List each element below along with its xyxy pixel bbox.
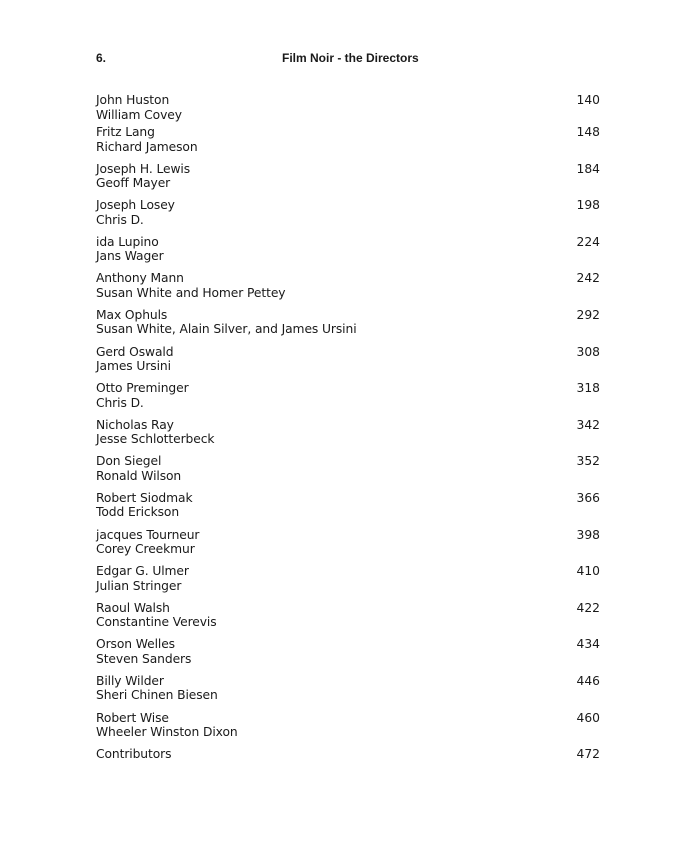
page-ref: 398	[576, 527, 600, 542]
chapter-author: William Covey	[96, 107, 182, 122]
page-ref: 242	[576, 271, 600, 286]
page-ref: 352	[576, 454, 600, 469]
chapter-author: Sheri Chinen Biesen	[96, 688, 218, 703]
director-name: Anthony Mann	[96, 271, 184, 286]
chapter-author: Chris D.	[96, 212, 144, 227]
page-ref: 446	[576, 673, 600, 688]
page-ref: 308	[576, 344, 600, 359]
toc-entry[interactable]	[96, 564, 600, 601]
page-ref: 292	[576, 307, 600, 322]
chapter-author: Julian Stringer	[96, 578, 182, 593]
page-number: 6.	[96, 51, 107, 65]
chapter-author: Jesse Schlotterbeck	[96, 432, 215, 447]
director-name: Orson Welles	[96, 637, 175, 652]
director-name: Raoul Walsh	[96, 600, 170, 615]
table-of-contents	[96, 93, 600, 784]
director-name: ida Lupino	[96, 234, 159, 249]
toc-entry[interactable]	[96, 491, 600, 528]
toc-entry[interactable]	[96, 711, 600, 748]
director-name: Joseph H. Lewis	[96, 161, 191, 176]
chapter-author: James Ursini	[96, 359, 171, 374]
toc-entry[interactable]	[96, 601, 600, 638]
toc-entry[interactable]	[96, 235, 600, 272]
director-name: Gerd Oswald	[96, 344, 174, 359]
chapter-author: Richard Jameson	[96, 139, 198, 154]
chapter-author: Susan White, Alain Silver, and James Ursini	[96, 322, 357, 337]
toc-entry[interactable]	[96, 93, 600, 125]
director-name: Otto Preminger	[96, 381, 189, 396]
toc-entry[interactable]	[96, 637, 600, 674]
director-name: John Huston	[96, 93, 170, 107]
director-name: Robert Wise	[96, 710, 169, 725]
director-name: jacques Tourneur	[96, 527, 200, 542]
page-ref: 140	[576, 93, 600, 107]
chapter-author: Susan White and Homer Pettey	[96, 285, 286, 300]
director-name: Billy Wilder	[96, 673, 164, 688]
director-name: Edgar G. Ulmer	[96, 564, 189, 579]
page-ref: 410	[576, 564, 600, 579]
toc-entry[interactable]	[96, 308, 600, 345]
chapter-author: Corey Creekmur	[96, 542, 195, 557]
page-ref: 148	[576, 125, 600, 139]
director-name: Don Siegel	[96, 454, 162, 469]
page-ref: 434	[576, 637, 600, 652]
director-name: Joseph Losey	[96, 198, 175, 213]
toc-entry-contributors[interactable]	[96, 747, 600, 784]
page-ref: 422	[576, 600, 600, 615]
director-name: Robert Siodmak	[96, 490, 193, 505]
page-ref: 224	[576, 234, 600, 249]
chapter-author: Constantine Verevis	[96, 615, 217, 630]
page-ref: 318	[576, 381, 600, 396]
toc-entry[interactable]	[96, 454, 600, 491]
chapter-author: Ronald Wilson	[96, 468, 182, 483]
toc-entry[interactable]	[96, 271, 600, 308]
toc-entry[interactable]	[96, 528, 600, 565]
page-ref: 184	[576, 161, 600, 176]
toc-entry[interactable]	[96, 198, 600, 235]
page-ref: 472	[576, 747, 600, 762]
page-header	[96, 51, 596, 67]
page-ref: 460	[576, 710, 600, 725]
chapter-author: Steven Sanders	[96, 651, 192, 666]
chapter-author: Todd Erickson	[96, 505, 180, 520]
toc-entry[interactable]	[96, 418, 600, 455]
toc-entry[interactable]	[96, 674, 600, 711]
contributors-label: Contributors	[96, 747, 172, 762]
director-name: Fritz Lang	[96, 125, 155, 139]
page-ref: 366	[576, 490, 600, 505]
chapter-author: Wheeler Winston Dixon	[96, 725, 238, 739]
director-name: Max Ophuls	[96, 307, 168, 322]
toc-entry[interactable]	[96, 381, 600, 418]
toc-entry[interactable]	[96, 345, 600, 382]
director-name: Nicholas Ray	[96, 417, 174, 432]
page-ref: 342	[576, 417, 600, 432]
page-ref: 198	[576, 198, 600, 213]
chapter-author: Jans Wager	[96, 249, 164, 264]
chapter-author: Geoff Mayer	[96, 176, 171, 191]
toc-entry[interactable]	[96, 125, 600, 162]
toc-entry[interactable]	[96, 162, 600, 199]
page-title: Film Noir - the Directors	[282, 51, 419, 65]
chapter-author: Chris D.	[96, 395, 144, 410]
